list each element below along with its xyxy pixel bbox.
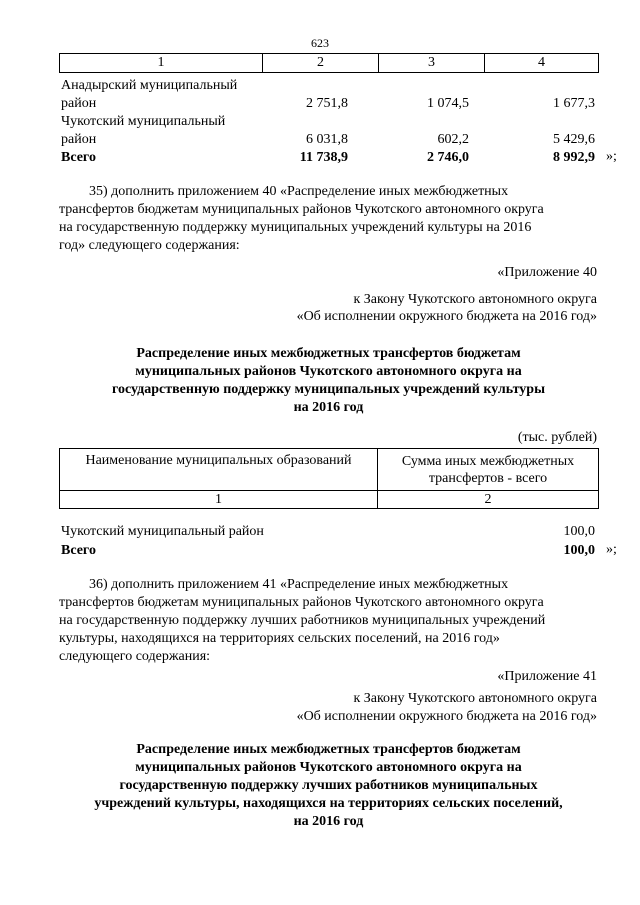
title-line: Распределение иных межбюджетных трансфертов бюджетам: [136, 742, 521, 757]
col-number-2: 2: [378, 491, 599, 509]
page-number: 623: [311, 36, 329, 50]
law-reference-line1: к Закону Чукотского автономного округа: [353, 292, 597, 307]
appendix-41-title: [59, 741, 598, 831]
col-header-sum: [378, 449, 599, 491]
total-label: Всего: [61, 543, 96, 558]
paragraph-35: [59, 183, 598, 255]
law-reference-line2: «Об исполнении окружного бюджета на 2016 год»: [296, 309, 597, 324]
paragraph-line: 36) дополнить приложением 41 «Распределение иных межбюджетных: [89, 577, 509, 592]
paragraph-36: [59, 576, 598, 666]
table-row: [61, 77, 596, 113]
row-value-3: 1 074,5: [427, 96, 469, 111]
title-line: муниципальных районов Чукотского автономного округа на: [135, 364, 522, 379]
paragraph-line: на государственную поддержку муниципальных учреждений культуры на 2016: [59, 220, 532, 235]
appendix-41-label: «Приложение 41: [497, 669, 597, 684]
row-name-line2: район: [61, 96, 97, 111]
row-name-line2: район: [61, 132, 97, 147]
col-header-3: 3: [379, 54, 485, 73]
appendix-40-label: «Приложение 40: [497, 265, 597, 280]
row-value: 100,0: [563, 524, 595, 539]
table-row: [61, 113, 596, 149]
paragraph-line: на государственную поддержку лучших работников муниципальных учреждений: [59, 613, 546, 628]
row-value-2: 2 751,8: [306, 96, 348, 111]
title-line: на 2016 год: [293, 814, 364, 829]
law-reference-line2: «Об исполнении окружного бюджета на 2016 год»: [296, 709, 597, 724]
appendix-40-title: [59, 345, 598, 417]
law-reference-line1: к Закону Чукотского автономного округа: [353, 691, 597, 706]
total-value-4: 8 992,9: [553, 150, 595, 165]
top-table-header: [59, 53, 599, 73]
title-line: Распределение иных межбюджетных трансфертов бюджетам: [136, 346, 521, 361]
total-value: 100,0: [563, 543, 595, 558]
total-label: Всего: [61, 150, 96, 165]
row-value-2: 6 031,8: [306, 132, 348, 147]
title-line: на 2016 год: [293, 400, 364, 415]
title-line: государственную поддержку лучших работников муниципальных: [119, 778, 538, 793]
col-header-sum-line1: Сумма иных межбюджетных: [401, 454, 575, 469]
paragraph-line: культуры, находящихся на территориях сельских поселений, на 2016 год»: [59, 631, 500, 646]
row-value-4: 5 429,6: [553, 132, 595, 147]
total-value-3: 2 746,0: [427, 150, 469, 165]
unit-label: (тыс. рублей): [517, 430, 597, 445]
row-value-4: 1 677,3: [553, 96, 595, 111]
paragraph-line: год» следующего содержания:: [59, 238, 240, 253]
col-header-4: 4: [485, 54, 599, 73]
appendix-40-table: [59, 448, 599, 509]
col-header-2: 2: [263, 54, 379, 73]
title-line: учреждений культуры, находящихся на территориях сельских поселений,: [94, 796, 563, 811]
row-name: Чукотский муниципальный район: [61, 524, 264, 539]
col-header-name: Наименование муниципальных образований: [60, 449, 378, 491]
row-value-3: 602,2: [437, 132, 469, 147]
table-row: [61, 523, 596, 541]
total-row: [61, 149, 596, 167]
title-line: государственную поддержку муниципальных учреждений культуры: [111, 382, 545, 397]
row-name-line1: Анадырский муниципальный: [61, 78, 238, 93]
paragraph-line: 35) дополнить приложением 40 «Распределение иных межбюджетных: [89, 184, 509, 199]
closing-quote: »;: [606, 149, 617, 164]
col-header-1: 1: [60, 54, 263, 73]
paragraph-line: следующего содержания:: [59, 649, 211, 664]
paragraph-line: трансфертов бюджетам муниципальных районов Чукотского автономного округа: [59, 595, 544, 610]
row-name-line1: Чукотский муниципальный: [61, 114, 226, 129]
col-number-1: 1: [60, 491, 378, 509]
paragraph-line: трансфертов бюджетам муниципальных районов Чукотского автономного округа: [59, 202, 544, 217]
col-header-sum-line2: трансфертов - всего: [428, 471, 548, 486]
total-value-2: 11 738,9: [299, 150, 348, 165]
closing-quote: »;: [606, 542, 617, 557]
title-line: муниципальных районов Чукотского автономного округа на: [135, 760, 522, 775]
total-row: [61, 542, 596, 560]
